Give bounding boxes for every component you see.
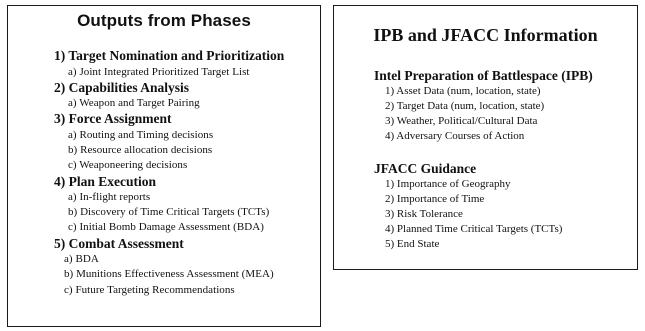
phase-output-item: c) Future Targeting Recommendations [64,283,235,296]
ipb-item: 1) Asset Data (num, location, state) [385,85,541,97]
ipb-item: 3) Weather, Political/Cultural Data [385,115,538,128]
phase-output-item: b) Munitions Effectiveness Assessment (MEA) [64,268,274,281]
phase-output-item: b) Resource allocation decisions [68,144,213,157]
phase-list [54,48,284,298]
jfacc-item: 4) Planned Time Critical Targets (TCTs) [385,223,563,236]
phase-output-item: a) Routing and Timing decisions [68,128,214,141]
jfacc-item: 5) End State [385,238,440,251]
phase-group [54,48,284,80]
jfacc-item: 2) Importance of Time [385,193,485,206]
jfacc-item: 1) Importance of Geography [385,178,511,190]
phase-output-item: b) Discovery of Time Critical Targets (TCTs) [68,206,270,219]
jfacc-guidance-section [374,161,562,252]
phase-heading: 5) Combat Assessment [54,235,184,251]
phase-group [54,174,284,236]
outputs-from-phases-panel [7,5,321,327]
ipb-section [374,68,593,144]
outputs-panel-title: Outputs from Phases [77,11,251,30]
ipb-item: 4) Adversary Courses of Action [385,130,525,143]
phase-heading: 4) Plan Execution [54,173,157,189]
ipb-jfacc-panel [333,5,638,270]
phase-heading: 2) Capabilities Analysis [54,79,190,95]
phase-heading: 1) Target Nomination and Prioritization [54,48,285,63]
phase-group [54,80,284,112]
phase-output-item: a) Weapon and Target Pairing [68,97,200,110]
phase-output-item: a) Joint Integrated Prioritized Target List [68,65,250,78]
ipb-heading: Intel Preparation of Battlespace (IPB) [374,68,593,83]
jfacc-item: 3) Risk Tolerance [385,208,463,221]
phase-output-item: a) BDA [64,253,99,266]
phase-output-item: c) Initial Bomb Damage Assessment (BDA) [68,221,264,234]
phase-output-item: c) Weaponeering decisions [68,159,188,172]
phase-group [54,236,284,298]
ipb-item: 2) Target Data (num, location, state) [385,100,545,113]
jfacc-heading: JFACC Guidance [374,161,477,176]
phase-group [54,111,284,173]
phase-heading: 3) Force Assignment [54,111,172,127]
phase-output-item: a) In-flight reports [68,191,151,204]
ipb-jfacc-panel-title: IPB and JFACC Information [373,25,598,45]
